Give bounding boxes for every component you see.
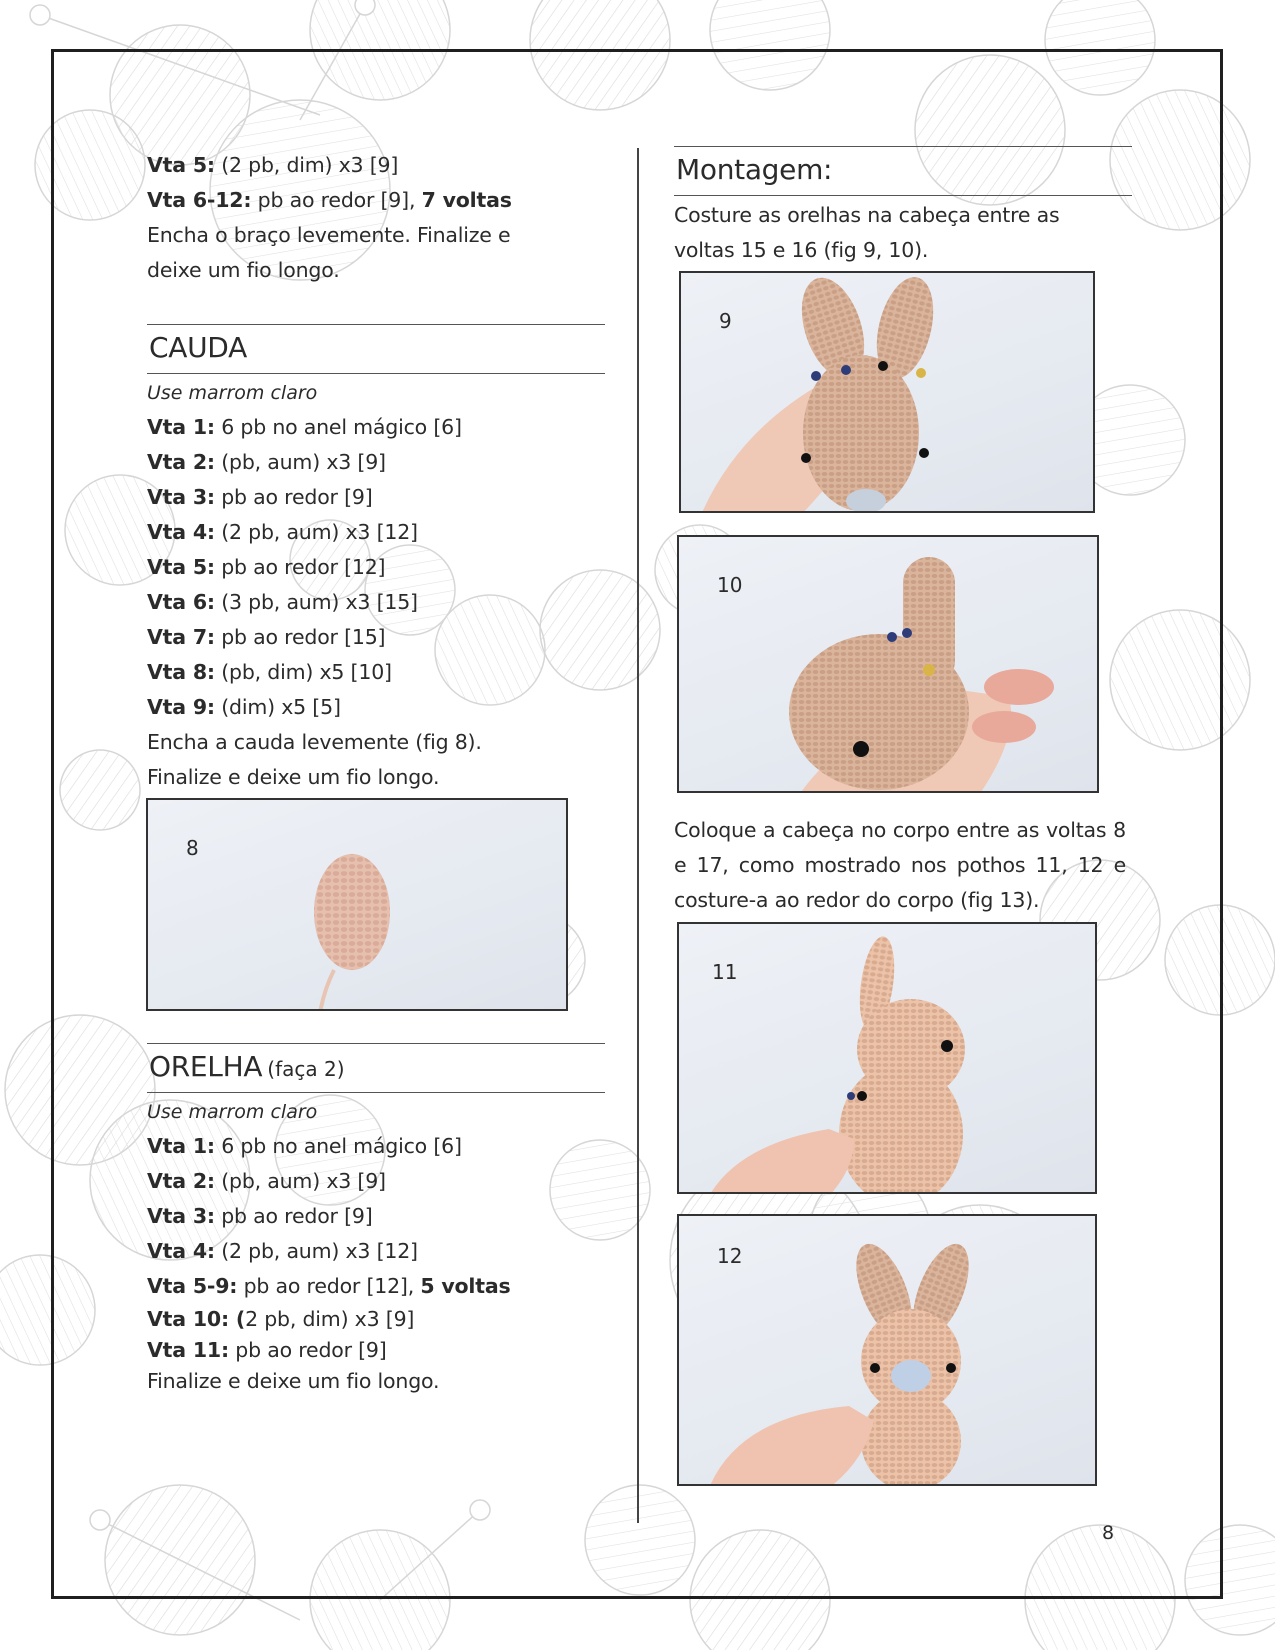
row-text: pb ao redor [9]: [228, 1338, 387, 1362]
row-bold-suffix: 7 voltas: [421, 188, 512, 212]
assembly-instruction-head: Coloque a cabeça no corpo entre as voltas 8 e 17, como mostrado nos pothos 11, 12 e costure-a ao redor do corpo (fig 13).: [674, 818, 1126, 912]
bunny-head-ears-pinned-illustration: [681, 273, 1095, 513]
row-label: Vta 6:: [147, 590, 215, 614]
row-text: (3 pb, aum) x3 [15]: [214, 590, 418, 614]
pattern-row: [147, 410, 605, 445]
row-text: 6 pb no anel mágico [6]: [214, 415, 462, 439]
page-number: 8: [1102, 1522, 1115, 1544]
left-column: [147, 148, 605, 1397]
figure-11-photo: [677, 922, 1097, 1194]
color-note: Use marrom claro: [147, 1101, 318, 1123]
pattern-row: [147, 148, 605, 183]
figure-12-photo: [677, 1214, 1097, 1486]
pattern-row: [147, 1234, 605, 1269]
finish-note: Finalize e deixe um fio longo.: [147, 1369, 440, 1393]
row-label: Vta 5-9:: [147, 1274, 238, 1298]
section-subtitle: (faça 2): [267, 1057, 345, 1081]
figure-number: 8: [186, 836, 199, 860]
row-label: Vta 4:: [147, 520, 215, 544]
row-text: 2 pb, dim) x3 [9]: [245, 1307, 415, 1331]
row-text: pb ao redor [9]: [214, 485, 373, 509]
row-label: Vta 3:: [147, 1204, 215, 1228]
row-label: Vta 5:: [147, 555, 215, 579]
section-header-cauda: [147, 324, 605, 374]
assembly-instruction-ears: Costure as orelhas na cabeça entre as voltas 15 e 16 (fig 9, 10).: [674, 203, 1060, 262]
pattern-row: [147, 1199, 605, 1234]
figure-number: 11: [712, 960, 738, 984]
pattern-row: [147, 1129, 605, 1164]
section-header-montagem: [674, 146, 1132, 196]
section-title: ORELHA: [149, 1050, 263, 1083]
row-text: (pb, aum) x3 [9]: [214, 1169, 386, 1193]
row-label: Vta 9:: [147, 695, 215, 719]
row-text: (pb, dim) x5 [10]: [214, 660, 392, 684]
row-label: Vta 4:: [147, 1239, 215, 1263]
pattern-row: [147, 445, 605, 480]
row-text: (pb, aum) x3 [9]: [214, 450, 386, 474]
row-label: Vta 6-12:: [147, 188, 252, 212]
finish-note: Finalize e deixe um fio longo.: [147, 765, 440, 789]
row-text: (2 pb, aum) x3 [12]: [214, 520, 418, 544]
pattern-row: [147, 183, 605, 218]
crochet-tail-illustration: [148, 800, 568, 1011]
row-text: pb ao redor [12]: [214, 555, 386, 579]
figure-number: 12: [717, 1244, 743, 1268]
bunny-head-on-body-front-illustration: [679, 1216, 1097, 1486]
row-bold-suffix: 5 voltas: [420, 1274, 511, 1298]
pattern-row: [147, 585, 605, 620]
pattern-row: [147, 1269, 605, 1304]
section-title: CAUDA: [149, 331, 247, 364]
row-label: Vta 10: (: [147, 1307, 246, 1331]
row-text: (dim) x5 [5]: [214, 695, 341, 719]
right-column: [674, 146, 1132, 1486]
row-text: (2 pb, dim) x3 [9]: [214, 153, 399, 177]
pattern-row: [147, 550, 605, 585]
figure-number: 10: [717, 573, 743, 597]
stuffing-note: Encha a cauda levemente (fig 8).: [147, 730, 482, 754]
pattern-row: [147, 1304, 605, 1335]
figure-10-photo: [677, 535, 1099, 793]
row-label: Vta 3:: [147, 485, 215, 509]
figure-9-photo: [679, 271, 1095, 513]
pattern-row: [147, 1164, 605, 1199]
row-label: Vta 8:: [147, 660, 215, 684]
row-text: pb ao redor [9],: [251, 188, 422, 212]
row-label: Vta 7:: [147, 625, 215, 649]
row-text: (2 pb, aum) x3 [12]: [214, 1239, 418, 1263]
figure-number: 9: [719, 309, 732, 333]
row-text: pb ao redor [12],: [237, 1274, 421, 1298]
row-text: 6 pb no anel mágico [6]: [214, 1134, 462, 1158]
arm-finish-note: Encha o braço levemente. Finalize e deixe um fio longo.: [147, 223, 511, 282]
pattern-row: [147, 515, 605, 550]
color-note: Use marrom claro: [147, 382, 318, 404]
row-label: Vta 1:: [147, 1134, 215, 1158]
row-label: Vta 2:: [147, 1169, 215, 1193]
row-label: Vta 1:: [147, 415, 215, 439]
figure-8-tail-photo: [146, 798, 568, 1011]
pattern-row: [147, 480, 605, 515]
bunny-head-side-illustration: [679, 537, 1099, 793]
row-text: pb ao redor [15]: [214, 625, 386, 649]
row-label: Vta 2:: [147, 450, 215, 474]
pattern-row: [147, 655, 605, 690]
section-header-orelha: [147, 1043, 605, 1093]
section-title: Montagem:: [676, 153, 833, 186]
row-label: Vta 11:: [147, 1338, 229, 1362]
pattern-row: [147, 1335, 605, 1366]
column-divider: [637, 148, 639, 1523]
row-text: pb ao redor [9]: [214, 1204, 373, 1228]
row-label: Vta 5:: [147, 153, 215, 177]
pattern-row: [147, 690, 605, 725]
pattern-row: [147, 620, 605, 655]
bunny-head-on-body-side-illustration: [679, 924, 1097, 1194]
